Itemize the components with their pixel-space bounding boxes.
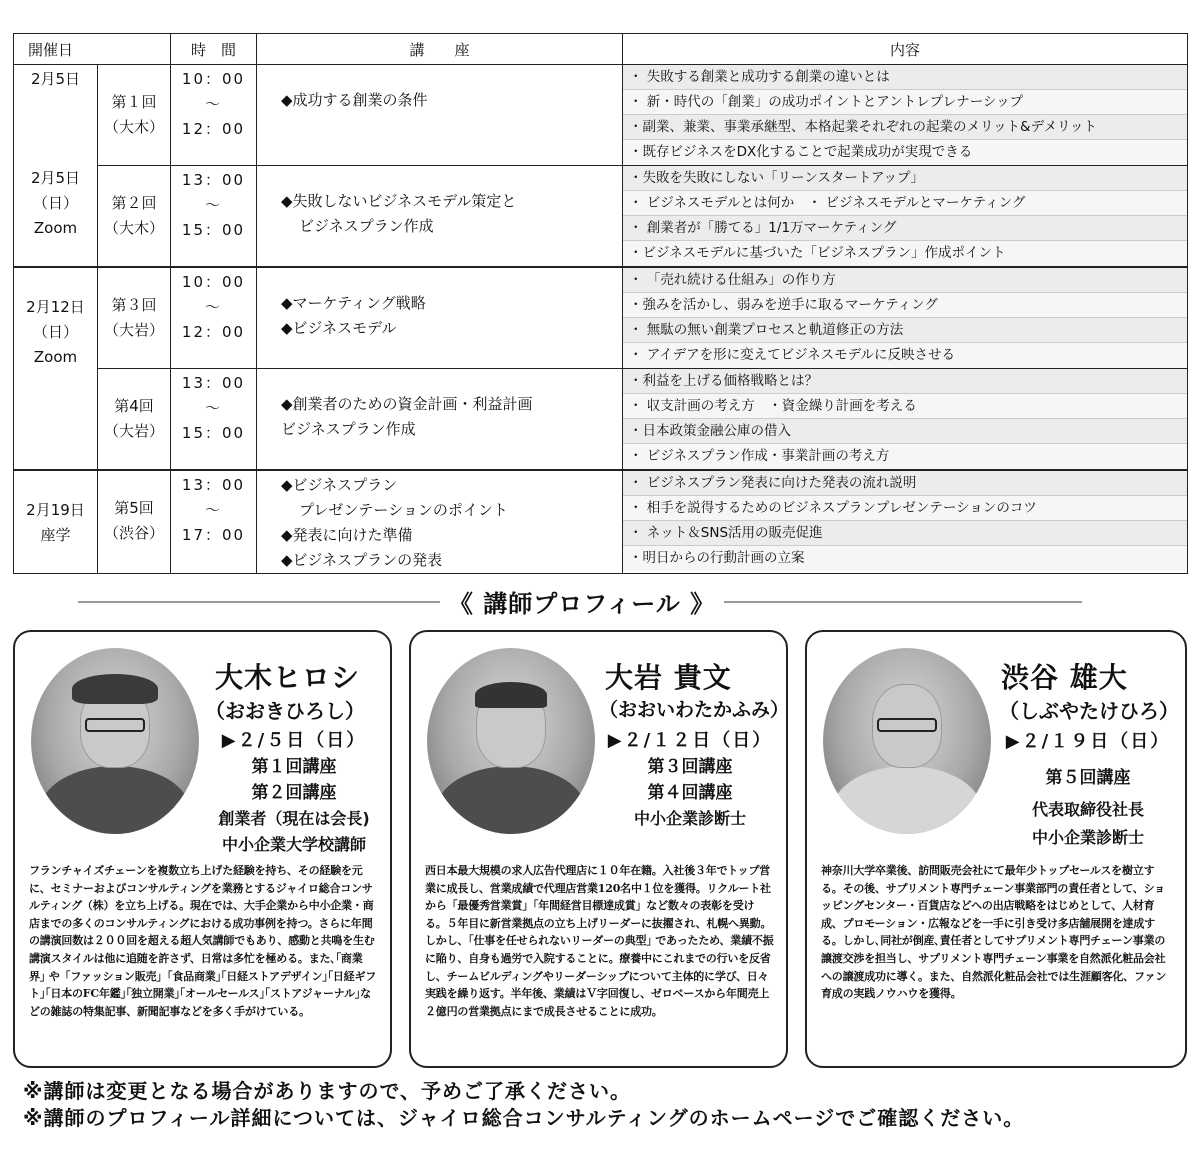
session-lecturer: （大木） bbox=[104, 219, 165, 237]
session-number: 第３回 bbox=[111, 296, 157, 314]
session-label: 第１回講座 bbox=[251, 757, 337, 777]
session-cell bbox=[98, 470, 171, 574]
session-lecturer: （渋谷） bbox=[104, 524, 165, 542]
instructor-photo bbox=[823, 648, 991, 834]
instructor-title: 代表取締役社長 bbox=[1031, 800, 1144, 819]
content-cell bbox=[623, 166, 1188, 268]
content-cell bbox=[623, 267, 1188, 369]
content-item: ・明日からの行動計画の立案 bbox=[623, 546, 1187, 571]
session-lecturer: （大岩） bbox=[104, 422, 165, 440]
session-cell bbox=[98, 369, 171, 471]
content-item: ・副業、兼業、事業承継型、本格起業それぞれの起業のメリット&デメリット bbox=[623, 115, 1187, 140]
course-title: プレゼンテーションのポイント bbox=[299, 501, 508, 519]
content-item: ・強みを活かし、弱みを逆手に取るマーケティング bbox=[623, 293, 1187, 318]
venue-text: Zoom bbox=[33, 218, 78, 237]
table-row bbox=[14, 65, 1188, 166]
header-date: 開催日 bbox=[14, 34, 171, 65]
divider-left bbox=[78, 601, 440, 603]
table-header-row bbox=[14, 34, 1188, 65]
content-item: ・ 新・時代の「創業」の成功ポイントとアントレプレナーシップ bbox=[623, 90, 1187, 115]
course-cell bbox=[257, 267, 623, 369]
time-separator: 〜 bbox=[205, 95, 223, 113]
instructor-card-shibuya bbox=[805, 630, 1187, 1068]
content-item: ・既存ビジネスをDX化することで起業成功が実現できる bbox=[623, 140, 1187, 165]
instructor-title: 中小企業診断士 bbox=[633, 809, 746, 828]
instructor-kana: （おおいわたかふみ） bbox=[599, 699, 790, 721]
weekday-text: （日） bbox=[32, 193, 78, 212]
time-start: 10：00 bbox=[181, 273, 246, 291]
content-cell bbox=[623, 470, 1188, 574]
content-item: ・ ネット＆SNS活用の販売促進 bbox=[623, 521, 1187, 546]
course-cell bbox=[257, 369, 623, 471]
divider-right bbox=[724, 601, 1082, 603]
course-title: ◆ビジネスプランの発表 bbox=[281, 551, 443, 569]
instructor-info bbox=[595, 728, 785, 832]
session-number: 第２回 bbox=[111, 194, 157, 212]
course-cell bbox=[257, 470, 623, 574]
instructor-card-oki bbox=[13, 630, 392, 1068]
session-cell bbox=[98, 267, 171, 369]
content-item: ・利益を上げる価格戦略とは？ bbox=[623, 369, 1187, 394]
time-separator: 〜 bbox=[205, 399, 223, 417]
time-cell bbox=[171, 267, 257, 369]
instructor-card-oiwa bbox=[409, 630, 788, 1068]
content-cell bbox=[623, 65, 1188, 166]
session-cell bbox=[98, 166, 171, 268]
course-title: ◆ビジネスプラン bbox=[281, 476, 398, 494]
instructor-name: 渋谷 雄大 bbox=[1001, 661, 1128, 694]
instructor-title: 中小企業大学校講師 bbox=[221, 835, 366, 854]
time-cell bbox=[171, 369, 257, 471]
venue-text: Zoom bbox=[33, 348, 78, 366]
course-title: ◆成功する創業の条件 bbox=[281, 91, 428, 109]
content-item: ・ 失敗する創業と成功する創業の違いとは bbox=[623, 65, 1187, 90]
weekday-text: （日） bbox=[32, 323, 78, 341]
session-lecturer: （大岩） bbox=[104, 321, 165, 339]
date-cell bbox=[14, 166, 98, 268]
date-text: 2月5日 bbox=[30, 168, 81, 187]
content-item: ・ アイデアを形に変えてビジネスモデルに反映させる bbox=[623, 343, 1187, 368]
table-row bbox=[14, 369, 1188, 471]
content-item: ・ビジネスモデルに基づいた「ビジネスプラン」作成ポイント bbox=[623, 241, 1187, 266]
time-end: 12：00 bbox=[181, 323, 246, 341]
instructor-photo bbox=[427, 648, 595, 834]
content-item: ・ ビジネスプラン作成・事業計画の考え方 bbox=[623, 444, 1187, 469]
instructor-info bbox=[199, 728, 389, 858]
profile-heading: 《 講師プロフィール 》 bbox=[448, 590, 716, 618]
instructor-kana: （しぶやたけひろ） bbox=[999, 699, 1179, 723]
course-title: ◆マーケティング戦略 bbox=[281, 294, 426, 312]
time-cell bbox=[171, 65, 257, 166]
session-label: 第４回講座 bbox=[647, 783, 733, 803]
time-end: 15：00 bbox=[181, 424, 246, 442]
date-cell bbox=[14, 65, 98, 166]
content-item: ・ ビジネスモデルとは何か ・ ビジネスモデルとマーケティング bbox=[623, 191, 1187, 216]
instructor-bio: 西日本最大規模の求人広告代理店に１０年在籍。入社後３年でトップ営業に成長し、営業成績で代理店営業120名中１位を獲得。リクルート社から「最優秀営業賞」「年間経営目標達成賞」など数々の表彰を受ける。５年目に新営業拠点の立ち上げリーダーに抜擢され、札幌へ異動。しかし、｢仕事を任せられないリーダーの典型｣ であったため、業績不振に陥り、自身も過労で入院することに。療養中にこれまでの行いを反省し、チームビルディングやリーダーシップについて主体的に学び、日々実践を繰り返す。半年後、業績はＶ字回復し、ゼロベースから年間売上２億円の営業拠点にまで成長させることに成功。 bbox=[425, 864, 774, 1018]
lecture-date: ▶２/１９日（日） bbox=[1005, 731, 1171, 752]
instructor-bio: フランチャイズチェーンを複数立ち上げた経験を持ち、その経験を元に、セミナーおよびコンサルティングを業務とするジャイロ総合コンサルティング（株）を立ち上げる。現在では、大手企業から中小企業・商店までの多くのコンサルティングにおける成功事例を持つ。さらに年間の講演回数は２００回を超える超人気講師でもあり、感動と共鳴を生む講演スタイルは他に追随を許さず、日常は多忙を極める。また､｢商業界｣ や「ファッション販売」｢食品商業｣｢日経ストアデザイン｣｢日経ギフト｣｢日本のFC年鑑｣｢独立開業｣｢オールセールス｣｢ストアジャーナル｣などの雑誌の特集記事、新聞記事などを多く手がけている。 bbox=[29, 864, 377, 1018]
content-item: ・ 無駄の無い創業プロセスと軌道修正の方法 bbox=[623, 318, 1187, 343]
session-number: 第１回 bbox=[111, 93, 157, 111]
lecture-date: ▶２/５日（日） bbox=[221, 730, 367, 751]
time-end: 17：00 bbox=[181, 526, 246, 544]
content-item: ・ 「売れ続ける仕組み」の作り方 bbox=[623, 268, 1187, 293]
time-separator: 〜 bbox=[205, 196, 223, 214]
table-row bbox=[14, 267, 1188, 369]
time-separator: 〜 bbox=[205, 501, 223, 519]
note-line: ※講師は変更となる場合がありますので、予めご了承ください。 bbox=[23, 1079, 632, 1103]
note-line: ※講師のプロフィール詳細については、ジャイロ総合コンサルティングのホームページでご確認ください。 bbox=[23, 1106, 1025, 1130]
time-start: 10：00 bbox=[181, 70, 246, 88]
lecture-date: ▶２/１２日（日） bbox=[607, 730, 773, 751]
schedule-table bbox=[13, 33, 1188, 574]
content-item: ・ 収支計画の考え方 ・資金繰り計画を考える bbox=[623, 394, 1187, 419]
instructor-title: 創業者（現在は会長) bbox=[218, 809, 370, 828]
session-label: 第３回講座 bbox=[647, 757, 733, 777]
instructor-name: 大岩 貴文 bbox=[605, 661, 732, 694]
instructor-photo bbox=[31, 648, 199, 834]
content-item: ・ 相手を説得するためのビジネスプランプレゼンテーションのコツ bbox=[623, 496, 1187, 521]
course-title: ◆失敗しないビジネスモデル策定と bbox=[281, 192, 517, 210]
course-title: ◆ビジネスモデル bbox=[281, 319, 397, 337]
session-cell bbox=[98, 65, 171, 166]
time-cell bbox=[171, 470, 257, 574]
course-cell bbox=[257, 166, 623, 268]
time-start: 13：00 bbox=[181, 171, 246, 189]
course-title: ビジネスプラン作成 bbox=[281, 420, 416, 438]
session-lecturer: （大木） bbox=[104, 118, 165, 136]
time-end: 12：00 bbox=[181, 120, 246, 138]
instructor-bio: 神奈川大学卒業後、訪問販売会社にて最年少トップセールスを樹立する。その後、サプリメント専門チェーン事業部門の責任者として、ショッピングセンター・百貨店などへの出店戦略をはじめとして、人材育成、プロモーション・広報などを一手に引き受け多店舗展開を達成する。しかし､同社が倒産､責任者としてサプリメント専門チェーン事業の譲渡交渉を担当し、サプリメント専門チェーン事業を自然派化粧品会社への譲渡成功に導く。また、自然派化粧品会社では生涯顧客化、ファン育成の実践ノウハウを獲得。 bbox=[821, 864, 1167, 1001]
content-cell bbox=[623, 369, 1188, 471]
time-start: 13：00 bbox=[181, 374, 246, 392]
course-title: ビジネスプラン作成 bbox=[299, 217, 434, 235]
time-start: 13：00 bbox=[181, 476, 246, 494]
content-item: ・失敗を失敗にしない「リーンスタートアップ」 bbox=[623, 166, 1187, 191]
date-text: 2月12日 bbox=[26, 298, 85, 316]
session-number: 第4回 bbox=[114, 397, 154, 415]
venue-text: 座学 bbox=[40, 526, 71, 544]
time-end: 15：00 bbox=[181, 221, 246, 239]
table-row bbox=[14, 470, 1188, 574]
course-title: ◆創業者のための資金計画・利益計画 bbox=[281, 395, 533, 413]
session-label: 第５回講座 bbox=[1045, 768, 1131, 788]
date-cell bbox=[14, 267, 98, 470]
instructor-kana: （おおきひろし） bbox=[205, 699, 365, 723]
course-cell bbox=[257, 65, 623, 166]
footer-notes bbox=[23, 1078, 1024, 1132]
time-cell bbox=[171, 166, 257, 268]
date-text: 2月19日 bbox=[26, 501, 85, 519]
time-separator: 〜 bbox=[205, 298, 223, 316]
instructor-info bbox=[993, 728, 1183, 852]
content-item: ・ ビジネスプラン発表に向けた発表の流れ説明 bbox=[623, 471, 1187, 496]
header-course: 講 座 bbox=[257, 34, 623, 65]
header-time: 時 間 bbox=[171, 34, 257, 65]
course-title: ◆発表に向けた準備 bbox=[281, 526, 413, 544]
date-cell bbox=[14, 470, 98, 574]
table-row bbox=[14, 166, 1188, 268]
instructor-title: 中小企業診断士 bbox=[1031, 828, 1144, 847]
header-content: 内容 bbox=[623, 34, 1188, 65]
content-item: ・ 創業者が「勝てる」1/1万マーケティング bbox=[623, 216, 1187, 241]
session-label: 第２回講座 bbox=[251, 783, 337, 803]
instructor-name: 大木ヒロシ bbox=[215, 661, 361, 694]
date-text: 2月5日 bbox=[30, 70, 81, 88]
session-number: 第5回 bbox=[114, 499, 154, 517]
content-item: ・日本政策金融公庫の借入 bbox=[623, 419, 1187, 444]
